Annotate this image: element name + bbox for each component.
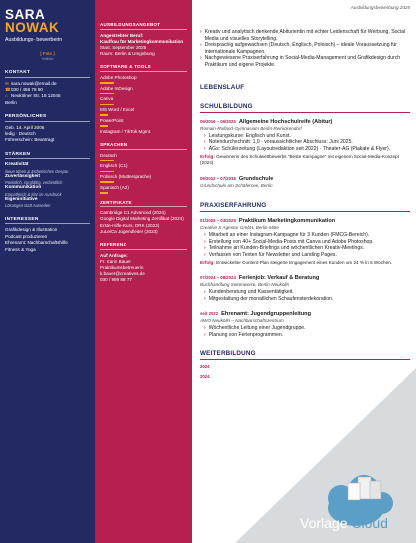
entry-org: Romain-Rolland-Gymnasium Berlin-Reinickendorf [200, 125, 302, 131]
language-item: Spanisch (A2) [100, 184, 129, 190]
contact-address-line1: Neukölner Str. 18 12045 [11, 93, 61, 99]
language-item: Englisch (C1) [100, 163, 128, 169]
entry-bullet: › Mitgestaltung der monatlichen Schaufensterdekoration. [204, 295, 334, 302]
entry-note: Erfolg: Gewinnerin des Schulwettbewerbs "Beste Kampagne" mit eigenem Social-Media-Konzept (2024). [200, 154, 399, 166]
contact-title: KONTAKT [5, 70, 90, 78]
strength-desc: Empathisch & klar im Ausdruck [5, 191, 62, 197]
application-role: Kauffrau für Marketingkommunikation [100, 38, 184, 44]
intro-bullet: › Nachgewiesene Praxiserfahrung in Social-Media-Management und Grafikdesign durch Praktikum und eigene Projekte. [200, 55, 401, 68]
software-item: Instagram / TikTok Mgmt. [100, 128, 152, 134]
entry-bullet: › Verfassen von Texten für Newsletter und Landing Pages. [204, 251, 337, 258]
application-role-label: Angestrebter Beruf: [100, 32, 144, 38]
interest-item: Fitness & Yoga [5, 246, 36, 252]
entry-bullet: › Teilnahme an Kunden-Briefings und wöchentlichen Kreativ-Meetings. [204, 245, 365, 252]
entry-org: Creative X Agentur GmbH, Berlin-Mitte [200, 224, 279, 230]
software-item: PowerPoint [100, 118, 124, 123]
entry-bullet: › Kundenberatung und Kassentätigkeit. [204, 289, 294, 296]
cert-item: Erste-Hilfe-Kurs, DRK (2023) [100, 222, 160, 228]
language-item: Deutsch [100, 152, 117, 158]
phone-icon: ☎ [5, 86, 11, 92]
application-region: Raum: Berlin & Umgebung [100, 51, 155, 57]
entry-org: Buchhandlung Seitenweise, Berlin-Neukölln [200, 282, 290, 288]
email-icon: ✉ [5, 80, 9, 86]
location-icon: ⌂ [5, 93, 8, 99]
entry-date: 09/2012 – 07/2016 [200, 175, 236, 181]
contact-email[interactable]: sara.nowak@email.de [11, 80, 57, 86]
entry-title: Ferienjob: Verkauf & Beratung [238, 275, 320, 282]
entry-date: seit 2022 [200, 311, 219, 317]
cv-title: LEBENSLAUF [200, 83, 245, 91]
vorlage-cloud-logo[interactable] [286, 453, 416, 543]
entry-org: AWO Neukölln – Nachbarschaftszentrum [200, 318, 284, 324]
software-title: SOFTWARE & TOOLS [100, 64, 187, 72]
entry-date: 07/2024 – 08/2024 [200, 275, 236, 281]
cert-item: Cambridge C1 Advanced (2024) [100, 210, 166, 216]
watermark-brand1: Vorlage [300, 515, 348, 531]
software-item: MS Word / Excel [100, 107, 135, 113]
software-item: Adobe InDesign [100, 85, 133, 91]
entry-date: 2024 [200, 374, 210, 380]
chevron-right-icon: › [204, 245, 206, 252]
chevron-right-icon: › [204, 231, 206, 238]
chevron-right-icon: › [200, 42, 202, 49]
strength-desc: Neue Ideen & ästhetisches Gespür [5, 168, 69, 174]
chevron-right-icon: › [204, 139, 206, 146]
personal-license: Führerschein: Beantragt [5, 137, 55, 143]
chevron-right-icon: › [204, 251, 206, 258]
entry-date: 09/2016 – 06/2025 [200, 118, 236, 124]
watermark-brand2: Cloud [351, 515, 388, 531]
entry-title: Allgemeine Hochschulreife (Abitur) [238, 118, 333, 125]
reference-phone[interactable]: 030 / 999 88 77 [100, 277, 132, 283]
entry-bullet: › AGs: Schülerzeitung (Layoutredaktion seit 2022) · Theater-AG (Plakate & Flyer). [204, 145, 391, 152]
further-title: WEITERBILDUNG [200, 350, 410, 360]
application-year-tag: Ausbildungsbewerbung 2025 [350, 5, 410, 10]
entry-bullet: › Erstellung von 40+ Social-Media-Posts mit Canva und Adobe Photoshop. [204, 238, 374, 245]
strength-desc: Pünktlich, sorgfältig, verbindlich [5, 180, 63, 186]
strength-name: Kommunikation [5, 185, 42, 191]
reference-email[interactable]: k.bauer@creatives.de [100, 271, 145, 277]
entry-bullet: › Mitarbeit an einer Instagram-Kampagne für 3 Kunden (FMCG-Bereich). [204, 231, 370, 238]
chevron-right-icon: › [204, 325, 206, 332]
watermark-text [300, 515, 388, 531]
application-title: AUSBILDUNGSANGEBOT [100, 22, 187, 30]
languages-title: SPRACHEN [100, 142, 187, 150]
entry-title: Praktikum Marketingkommunikation [238, 217, 336, 224]
first-name: SARA [5, 7, 46, 22]
strength-name: Eigeninitiative [5, 196, 38, 202]
interests-title: INTERESSEN [5, 217, 90, 225]
school-title: SCHULBILDUNG [200, 103, 410, 113]
contact-phone[interactable]: 030 / 456 78 90 [11, 86, 43, 92]
last-name: NOWAK [5, 20, 60, 35]
entry-bullet: › Planung von Ferienprogrammen. [204, 331, 284, 338]
cert-item: Google Digital Marketing Zertifikat (2024) [100, 216, 184, 222]
entry-title: Grundschule [238, 175, 274, 182]
entry-org: Grundschule am Schäfersee, Berlin [200, 182, 273, 188]
personal-born: Geb. 14. April 2006 [5, 124, 45, 130]
software-item: Canva [100, 96, 114, 102]
language-item: Polnisch (Muttersprache) [100, 174, 152, 180]
chevron-right-icon: › [204, 238, 206, 245]
cert-item: JuLeiCa Jugendleiter (2023) [100, 228, 158, 234]
chevron-right-icon: › [200, 29, 202, 35]
entry-title: Ehrenamt: Jugendgruppenleitung [221, 311, 311, 318]
role-subtitle: Ausbildungs- bewerberin [5, 37, 63, 43]
software-item: Adobe Photoshop [100, 74, 137, 80]
chevron-right-icon: › [204, 289, 206, 296]
contact-address-line2: Berlin [5, 99, 17, 105]
chevron-right-icon: › [204, 145, 206, 152]
strength-name: Zuverlässigkeit [5, 173, 40, 179]
entry-date: 2024 [200, 364, 210, 370]
reference-name: Fr. Karin Bauer [100, 258, 131, 264]
chevron-right-icon: › [204, 331, 206, 338]
photo-placeholder: [ Foto ] [40, 51, 55, 56]
reference-role: Praktikumsbetreuerin [100, 264, 144, 270]
interest-item: Podcast produzieren [5, 233, 48, 239]
entry-note: Erfolg: Entwickelter Content-Plan steigerte Engagement eines Kunden um 24 % in 6 Wochen. [200, 260, 392, 266]
entry-bullet: › Notendurchschnitt: 1,9 · voraussichtlicher Abschluss: Juni 2025. [204, 139, 353, 146]
intro-bullet: › Kreativ und analytisch denkende Abiturientin mit echter Leidenschaft für Werbung, Social Media und visuelles Storytelling. [200, 29, 406, 42]
practice-title: PRAXISERFAHRUNG [200, 202, 410, 212]
interest-item: Grafikdesign & Illustration [5, 227, 58, 233]
reference-label: Auf Anfrage: [100, 252, 128, 258]
strengths-title: STÄRKEN [5, 152, 90, 160]
application-start: Start: September 2025 [100, 44, 147, 50]
intro-bullet: › Dreisprachig aufgewachsen (Deutsch, Englisch, Polnisch) – ideale Voraussetzung für internationale Kampagnen. [200, 42, 397, 55]
personal-title: PERSÖNLICHES [5, 114, 90, 122]
chevron-right-icon: › [204, 132, 206, 139]
chevron-right-icon: › [200, 55, 202, 62]
entry-bullet: › Leistungskurse: Englisch und Kunst. [204, 132, 291, 139]
interest-item: Ehrenamt: Nachbarschaftshilfe [5, 240, 68, 246]
photo-note: Vollfoto [41, 57, 54, 61]
chevron-right-icon: › [204, 295, 206, 302]
entry-date: 01/2025 – 03/2025 [200, 217, 236, 223]
certs-title: ZERTIFIKATE [100, 200, 187, 208]
personal-status: ledig · Deutsch [5, 131, 36, 137]
strength-desc: Lösungen statt Ausreden [5, 202, 51, 208]
reference-title: REFERENZ [100, 242, 187, 250]
strength-name: Kreativität [5, 162, 29, 168]
entry-bullet: › Wöchentliche Leitung einer Jugendgruppe. [204, 325, 306, 332]
